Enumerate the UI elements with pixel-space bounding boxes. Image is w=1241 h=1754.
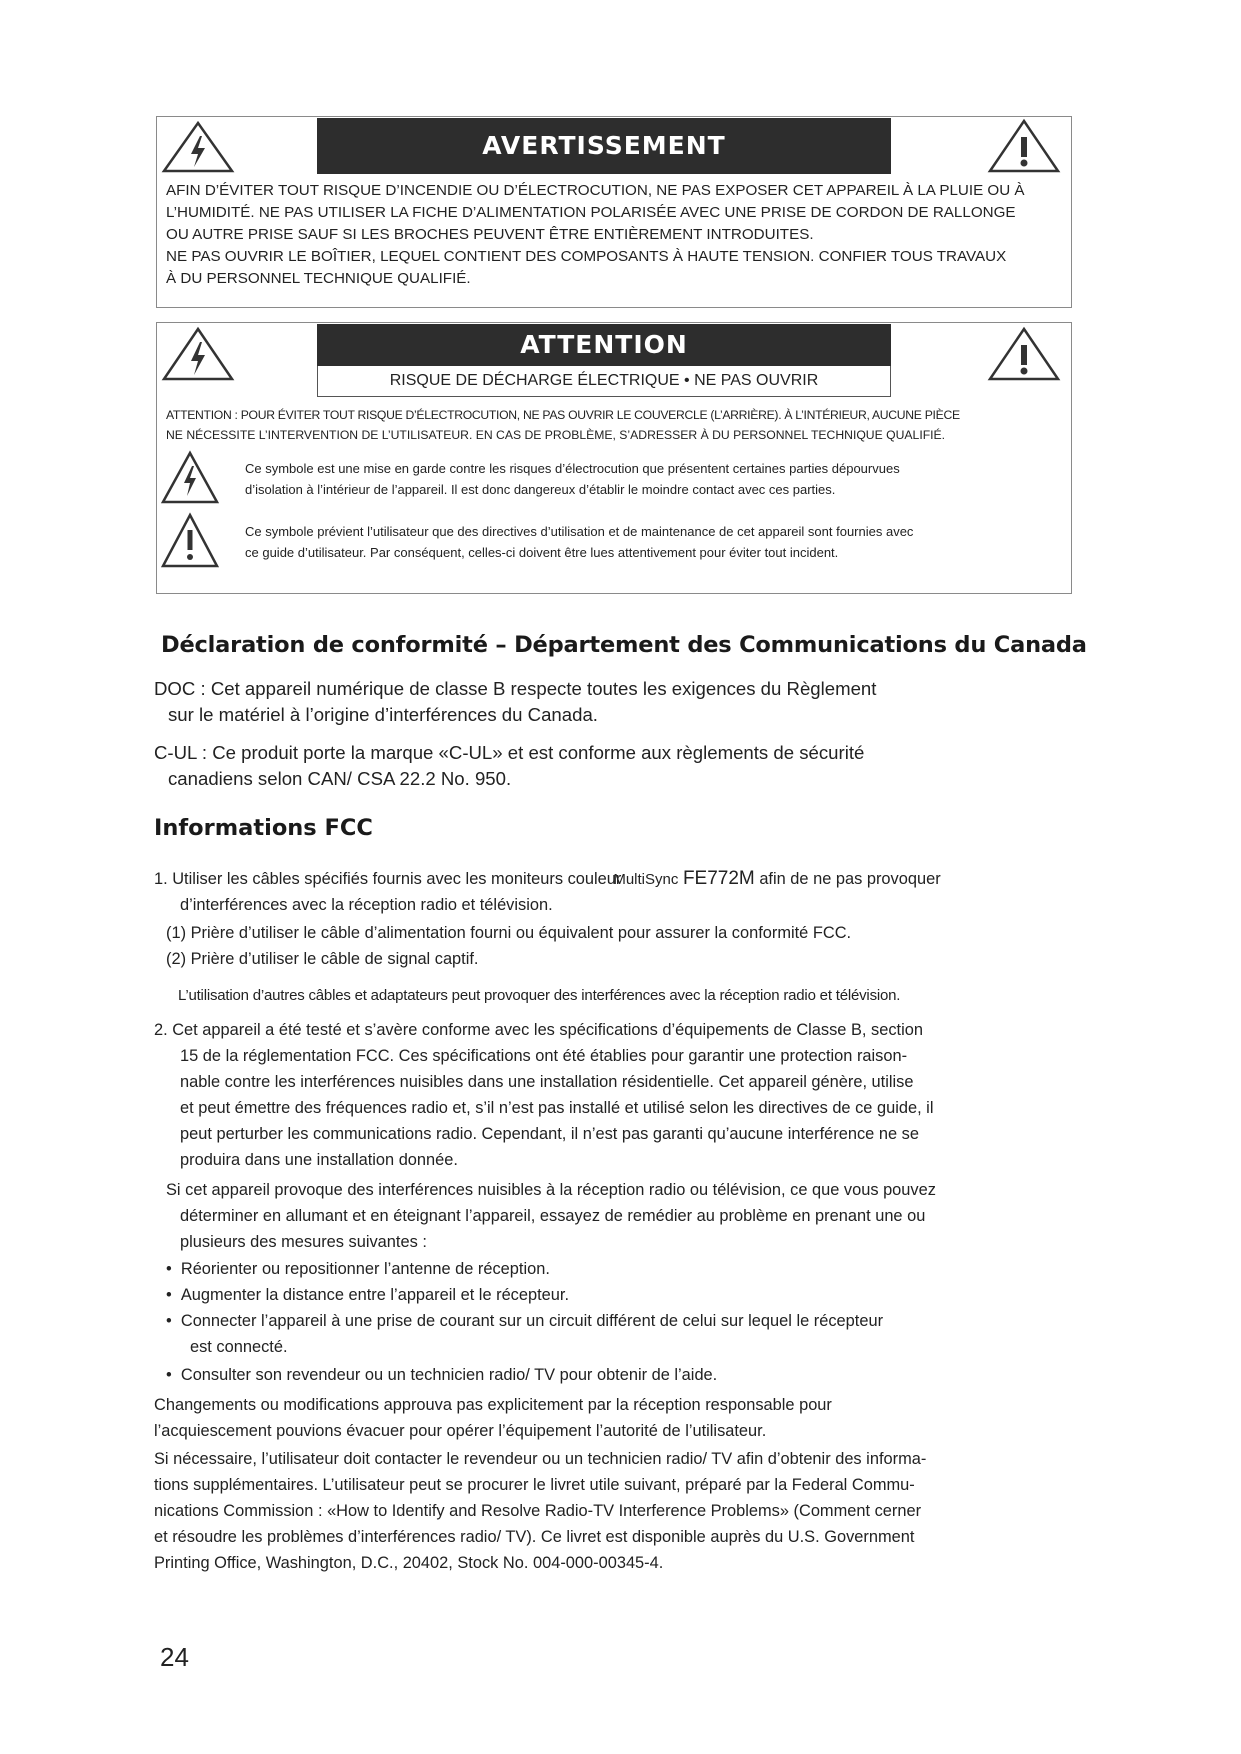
fcc-item1-text-a: 1. Utiliser les câbles spécifiés fournis avec les moniteurs couleur (154, 870, 622, 888)
lightning-warning-icon (160, 119, 236, 175)
fcc-item2-line-2: 15 de la réglementation FCC. Ces spécifications ont été établies pour garantir une protection raison- (180, 1047, 908, 1065)
fcc-bullet-3 (166, 1308, 883, 1334)
symbol1-line-1: Ce symbole est une mise en garde contre les risques d’électrocution que présentent certaines parties dépourvues (245, 461, 900, 476)
fcc-item2-line-1: 2. Cet appareil a été testé et s’avère conforme avec les spécifications d’équipements de Classe B, section (154, 1021, 923, 1039)
bullet-text: Réorienter ou repositionner l’antenne de réception. (180, 1260, 550, 1278)
fcc-bullet-3-cont: est connecté. (190, 1338, 288, 1356)
fcc-changes-line-1: Changements ou modifications approuva pas explicitement par la réception responsable pour (154, 1396, 832, 1414)
fcc-note: L’utilisation d’autres câbles et adaptateurs peut provoquer des interférences avec la réception radio et télévision. (178, 987, 901, 1004)
lightning-symbol-icon (160, 450, 220, 506)
bullet-icon: • (166, 1260, 181, 1278)
fcc-item1-line-2: d’interférences avec la réception radio et télévision. (180, 896, 553, 914)
avertissement-banner: AVERTISSEMENT (317, 118, 891, 174)
avertissement-line-2: L’HUMIDITÉ. NE PAS UTILISER LA FICHE D’ALIMENTATION POLARISÉE AVEC UNE PRISE DE CORDON DE RALLONGE (166, 204, 1016, 221)
attention-line-1: ATTENTION : POUR ÉVITER TOUT RISQUE D’ÉLECTROCUTION, NE PAS OUVRIR LE COUVERCLE (L’ARRIÈRE). À L’INTÉRIEUR, AUCUNE PIÈCE (166, 408, 960, 422)
bullet-text: Connecter l’appareil à une prise de courant sur un circuit différent de celui sur lequel le récepteur (180, 1312, 884, 1330)
lightning-warning-icon (160, 325, 236, 383)
symbol1-line-2: d’isolation à l’intérieur de l’appareil. Il est donc dangereux d’établir le moindre contact avec ces parties. (245, 482, 836, 497)
attention-subtitle: RISQUE DE DÉCHARGE ÉLECTRIQUE • NE PAS OUVRIR (317, 366, 891, 397)
fcc-model-prefix: MultiSync (613, 871, 679, 888)
fcc-sub2: (2) Prière d’utiliser le câble de signal captif. (166, 950, 479, 968)
bullet-text: Augmenter la distance entre l’appareil et le récepteur. (180, 1286, 570, 1304)
bullet-text: Consulter son revendeur ou un technicien radio/ TV pour obtenir de l’aide. (180, 1366, 718, 1384)
attention-line-2: NE NÉCESSITE L’INTERVENTION DE L’UTILISATEUR. EN CAS DE PROBLÈME, S’ADRESSER À DU PERSONNEL TECHNIQUE QUALIFIÉ. (166, 428, 946, 442)
fcc-item2-line-4: et peut émettre des fréquences radio et, s’il n’est pas installé et utilisé selon les directives de ce guide, il (180, 1099, 934, 1117)
symbol2-line-2: ce guide d’utilisateur. Par conséquent, celles-ci doivent être lues attentivement pour éviter tout incident. (245, 545, 839, 560)
exclamation-warning-icon (986, 117, 1062, 175)
cul-line-2: canadiens selon CAN/ CSA 22.2 No. 950. (168, 768, 512, 789)
fcc-necessaire-line-4: et résoudre les problèmes d’interférences radio/ TV). Ce livret est disponible auprès du U.S. Government (154, 1528, 915, 1546)
fcc-necessaire-line-2: tions supplémentaires. L’utilisateur peut se procurer le livret utile suivant, préparé par la Federal Commu- (154, 1476, 915, 1494)
fcc-necessaire-line-5: Printing Office, Washington, D.C., 20402, Stock No. 004-000-00345-4. (154, 1554, 664, 1572)
declaration-title: Déclaration de conformité – Département des Communications du Canada (161, 632, 1087, 658)
bullet-icon: • (166, 1286, 181, 1304)
fcc-item2-line-6: produira dans une installation donnée. (180, 1151, 458, 1169)
page-number: 24 (160, 1642, 189, 1672)
doc-line-1: DOC : Cet appareil numérique de classe B respecte toutes les exigences du Règlement (154, 678, 877, 699)
fcc-si-line-2: déterminer en allumant et en éteignant l’appareil, essayez de remédier au problème en prenant une ou (180, 1207, 926, 1225)
fcc-changes-line-2: l’acquiescement pouvions évacuer pour opérer l’équipement l’autorité de l’utilisateur. (154, 1422, 767, 1440)
fcc-sub1: (1) Prière d’utiliser le câble d’alimentation fourni ou équivalent pour assurer la conformité FCC. (166, 924, 852, 942)
fcc-item1-line-1 (154, 866, 941, 893)
fcc-necessaire-line-3: nications Commission : «How to Identify and Resolve Radio-TV Interference Problems» (Comment cerner (154, 1502, 922, 1520)
fcc-model: FE772M (682, 868, 755, 889)
avertissement-line-3: OU AUTRE PRISE SAUF SI LES BROCHES PEUVENT ÊTRE ENTIÈREMENT INTRODUITES. (166, 226, 814, 243)
fcc-title: Informations FCC (154, 815, 373, 841)
attention-banner: ATTENTION (317, 324, 891, 366)
fcc-si-line-3: plusieurs des mesures suivantes : (180, 1233, 427, 1251)
cul-line-1: C-UL : Ce produit porte la marque «C-UL» et est conforme aux règlements de sécurité (154, 742, 865, 763)
fcc-bullet-1 (166, 1256, 550, 1282)
avertissement-line-1: AFIN D’ÉVITER TOUT RISQUE D’INCENDIE OU D’ÉLECTROCUTION, NE PAS EXPOSER CET APPAREIL À LA PLUIE OU À (166, 182, 1025, 199)
bullet-icon: • (166, 1312, 181, 1330)
exclamation-warning-icon (986, 325, 1062, 383)
doc-line-2: sur le matériel à l’origine d’interférences du Canada. (168, 704, 598, 725)
bullet-icon: • (166, 1366, 181, 1384)
fcc-necessaire-line-1: Si nécessaire, l’utilisateur doit contacter le revendeur ou un technicien radio/ TV afin d’obtenir des informa- (154, 1450, 927, 1468)
avertissement-line-5: À DU PERSONNEL TECHNIQUE QUALIFIÉ. (166, 270, 471, 287)
fcc-item2-line-3: nable contre les interférences nuisibles dans une installation résidentielle. Cet appareil génère, utilise (180, 1073, 914, 1091)
fcc-item2-line-5: peut perturber les communications radio. Cependant, il n’est pas garanti qu’aucune interférence ne se (180, 1125, 919, 1143)
fcc-item1-text-b: afin de ne pas provoquer (759, 870, 941, 888)
symbol2-line-1: Ce symbole prévient l’utilisateur que des directives d’utilisation et de maintenance de cet appareil sont fournies avec (245, 524, 914, 539)
fcc-si-line-1: Si cet appareil provoque des interférences nuisibles à la réception radio ou télévision, ce que vous pouvez (166, 1181, 936, 1199)
fcc-bullet-2 (166, 1282, 569, 1308)
fcc-bullet-4 (166, 1362, 717, 1388)
exclamation-symbol-icon (160, 512, 220, 570)
avertissement-line-4: NE PAS OUVRIR LE BOÎTIER, LEQUEL CONTIENT DES COMPOSANTS À HAUTE TENSION. CONFIER TOUS TRAVAUX (166, 248, 1007, 265)
